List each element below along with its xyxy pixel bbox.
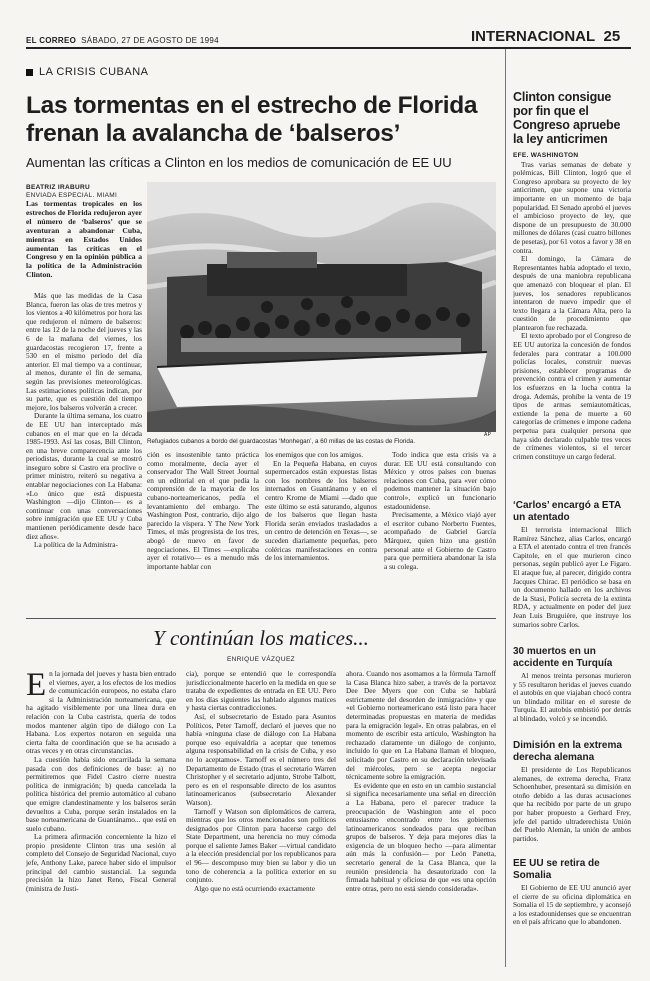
opinion-column-3 — [346, 670, 496, 962]
square-bullet-icon — [26, 69, 33, 76]
paragraph: La política de la Administra- — [34, 540, 118, 550]
paragraph: Precisamente, a México viajó ayer el escritor cubano Norberto Fuentes, acompañado de Gabriel García Márquez, quien hizo una gestión personal ante el Gobierno de Castro para que permitiera abandonar la isla a su colega. — [384, 510, 496, 571]
paragraph: ción es insostenible tanto práctica como moralmente, decía ayer el conservador The Wall Street Journal en un editorial en el que pedía la comprensión de la mayoría de los cubano-norteamericanos, pedía el levantamiento del embargo. The Washington Post, contrario, dijo algo parecido la víspera. Y The New York Times, el más progresista de los tres, abogó de nuevo en favor de negociaciones. El Times —explicaba ayer el rotativo— es a menudo más importante hablar con — [147, 451, 259, 571]
newspaper-name: EL CORREO — [26, 36, 77, 45]
sidebar-headline-3: 30 muertos en un accidente en Turquía — [513, 646, 613, 669]
opinion-top-rule — [26, 618, 496, 619]
opinion-column-2 — [186, 670, 336, 962]
news-photo — [147, 182, 496, 432]
photo-coast-guard-boat — [147, 182, 496, 432]
opinion-author: ENRIQUE VÁZQUEZ — [226, 656, 296, 663]
paragraph: los enemigos que con los amigos. — [265, 451, 364, 459]
paragraph: El domingo, la Cámara de Representantes había adoptado el texto, después de una maniobra republicana que amenazó con bloquear el plan. El jueves, los senadores republicanos intentaron de nuevo impedir que el texto llegara a la Cámara Alta, pero la cuestión de procedimiento que plantearon fue rechazada. — [513, 254, 631, 332]
section-tag-label: LA CRISIS CUBANA — [39, 66, 149, 78]
paragraph: Así, el subsecretario de Estado para Asuntos Políticos, Peter Tarnoff, declaró el jueves que no había «ninguna clase de diálogo con La Habana porque eso equivaldría a aceptar que tenemos alguna responsabilidad en la crisis de Cuba, y eso no lo aceptamos». Tarnoff es el número tres del Departamento de Estado (tras el secretario Warren Christopher y el secretario adjunto, Strobe Talbott, pero es en el responsable directo de los asuntos latinoamericanos (subsecretario Alexander Watson). — [186, 711, 336, 807]
author-name: BEATRIZ IRABURU — [26, 184, 90, 191]
sidebar-headline-4: Dimisión en la extrema derecha alemana — [513, 740, 622, 763]
paragraph: El presidente de Los Republicanos alemanes, de extrema derecha, Franz Schoenhuber, presentará su dimisión en otoño debido a las duras acusaciones que ha recibido por parte de un grupo por haber propuesto a Gerhard Frey, jefe del partido ultraderechista Unión del Pueblo Alemán, la unión de ambos partidos. — [513, 766, 631, 843]
paragraph: Al menos treinta personas murieron y 55 resultaron heridas el jueves cuando el autobús en que viajaban chocó contra un blindado militar en el sureste de Turquía. El autobús embistió por detrás al blindado, volcó y se incendió. — [513, 672, 631, 723]
photo-caption: Refugiados cubanos a bordo del guardacostas ‘Monhegan’, a 60 millas de las costas de Florida. — [147, 438, 416, 445]
sidebar-story-3 — [513, 672, 631, 734]
paragraph: cia), porque se entendió que le correspondía jurisdiccionalmente hacerlo en la medida en que se trataba de expedientes de entrada en EE UU. Pero en los días siguientes las hablado algunos matices y hasta ciertas contradicciones. — [186, 670, 336, 713]
article-column-3 — [265, 451, 377, 614]
paragraph: La cuestión había sido encarrilada la semana pasada con dos definiciones de base: a) no permitiremos que Fidel Castro cierre nuestra política de inmigración; b) queda cancelada la política histórica del premio automático al cubano que emigre clandestinamente y los balseros serán devueltos a Cuba, porque serán instalados en la base norteamericana de Guantánamo... que está en suelo cubano. — [26, 754, 176, 833]
main-headline: Las tormentas en el estrecho de Florida frenan la avalancha de ‘balseros’ — [26, 92, 478, 147]
main-subheadline: Aumentan las críticas a Clinton en los medios de comunicación de EE UU — [26, 155, 452, 170]
issue-date: SÁBADO, 27 DE AGOSTO DE 1994 — [81, 36, 219, 45]
opinion-column-1 — [26, 670, 176, 962]
article-column-4 — [384, 451, 496, 614]
sidebar-story-4 — [513, 766, 631, 846]
paragraph: El Gobierno de EE UU anunció ayer el cierre de su oficina diplomática en Somalia el 15 de septiembre, y aconsejó a los estadounidenses que se encuentran en el país africano que lo abandonen. — [513, 884, 631, 927]
sidebar-story-5 — [513, 884, 631, 964]
photo-credit: AP — [484, 432, 492, 438]
paragraph: El texto aprobado por el Congreso de EE UU autoriza la concesión de fondos federales para contratar a 100.000 policías locales, construir nuevas prisiones, establecer programas de prevención contra el crimen y aumentar los esfuerzos en la lucha contra la droga. Además, prohíbe la venta de 19 tipos de armas semiautomáticas, extiende la pena de muerte a 60 categorías de crímenes e impone cadena perpetua para cualquier persona que haya sido declarado culpable tres veces de crímenes violentos, si el tercer crimen constituye un cargo federal. — [513, 331, 631, 461]
header-rule — [26, 47, 631, 49]
opinion-title: Y continúan los matices... — [153, 626, 369, 650]
section-tag — [26, 66, 148, 78]
dateline: EFE. WASHINGTON — [513, 152, 579, 159]
paragraph: n la jornada del jueves y hasta bien entrado el viernes, ayer, a los efectos de los medios de comunicación europeos, no estaba claro si la Administración norteamericana, que ha agitado visiblemente por una línea dura en relación con la Cuba castrista, quería de todos modos mantener algún tipo de diálogo con La Habana. Los expertos notaron en seguida una cierta falta de coordinación que se ha acusado a otras veces y en otras circunstancias. — [26, 670, 176, 756]
paragraph: Durante la última semana, los cuatro de EE UU han interceptado más cubanos en el mar que en la década 1985-1993. Así las cosas, Bill Clinton, en una breve comparecencia ante los periodistas, durante la cual se mostró inseguro sobre si Castro era proclive o primer ministro, reiteró su negativa a entablar negociaciones con La Habana: «Lo único que está dispuesta Washington —dijo Clinton— es a continuar con unas conversaciones sobre inmigración que EE UU y Cuba mantienen periódicamente desde hace diez años». — [26, 411, 142, 541]
sidebar-story-2 — [513, 526, 631, 644]
sidebar-divider — [505, 49, 506, 967]
lead-paragraph: Las tormentas tropicales en los estrechos de Florida redujeron ayer el número de ‘balseros’ que se aventuran a abandonar Cuba, mientras en Estados Unidos aumentan las críticas en el Congreso y en la opinión pública a la política de la Administración Clinton. — [26, 199, 142, 280]
paragraph: Tarnoff y Watson son diplomáticos de carrera, mientras que los otros mencionados son políticos designados por Clinton para hacerse cargo del State Department, una herencia no muy cómoda porque el saliente James Baker —virtual candidato a la elección presidencial por los republicanos para el 96— descompuso muy bien su labor y dio un tono de coherencia a la política exterior en su conjunto. — [186, 806, 336, 885]
paragraph: Algo que no está ocurriendo exactamente — [194, 883, 315, 893]
paragraph: Todo indica que esta crisis va a durar. EE UU está consultando con México y otros países con buenas relaciones con Cuba, para «ver cómo podemos mantener la situación bajo control», explicó un funcionario estadounidense. — [384, 451, 496, 511]
paragraph: ahora. Cuando nos asomamos a la fórmula Tarnoff la Casa Blanca hizo saber, a través de la portavoz Dee Dee Myers que con Cuba se hablará estrictamente del desorden de inmigración» y que «el Gobierno norteamericano está listo para hacer determinadas propuestas en materia de medidas para la emigración legal». En otras palabras, en el momento de escribir esta artículo, Washington ha rechazado claramente un diálogo de conjunto, incluido lo que en La Habana llaman el bloqueo, solicitado por Castro en su declaración televisada del miércoles, pero se acepta negociar técnicamente sobre la emigración. — [346, 670, 496, 782]
paragraph: La primera afirmación concerniente la hizo el propio presidente Clinton tras una sesión al completo del Consejo de Seguridad Nacional, cuyo jefe, Anthony Lake, parece haber sido el impulsor principal del cambio sustancial. La segunda precisión la hizo Janet Reno, Fiscal General (ministra de Justi- — [26, 832, 176, 893]
sidebar-headline-1: Clinton consigue por fin que el Congreso apruebe la ley anticrimen — [513, 90, 621, 146]
section-name: INTERNACIONAL — [471, 28, 596, 45]
paragraph: En la Pequeña Habana, en cuyos supermercados están expuestas listas con los nombres de los balseros internados en Guantánamo y en el centro Krome de Miami —dado que este último se está saturando, algunos de los balseros que llegan hasta Florida serán enviados trasladados a un centro de detención en Texas—, se suceden diariamente pequeñas, pero coléricas manifestaciones en contra de los internamientos. — [265, 458, 377, 563]
sidebar-headline-5: EE UU se retira de Somalia — [513, 858, 600, 881]
page-header-info — [26, 36, 219, 45]
article-column-2 — [147, 451, 259, 614]
article-column-1 — [26, 292, 142, 614]
author-role: ENVIADA ESPECIAL. MIAMI — [26, 192, 118, 199]
sidebar-headline-2: ‘Carlos’ encargó a ETA un atentado — [513, 500, 621, 523]
drop-cap: E — [26, 670, 47, 703]
section-header — [471, 28, 620, 45]
paragraph: Tras varias semanas de debate y polémicas, Bill Clinton, logró que el Congreso aprobara su proyecto de ley anticrimen, que supone una victoria importante en un momento de baja popularidad. El Senado aprobó el jueves el ambicioso proyecto de ley, que dispone de un presupuesto de 30.000 millones de dólares (casi cuatro billones de pesetas), por 61 votos a favor y 38 en contra. — [513, 159, 631, 255]
paragraph: El terrorista internacional Illich Ramírez Sánchez, alias Carlos, encargó a ETA el atentado contra el tren francés Capitole, en el que murieron cinco personas, según publicó ayer Le Figaro. El ataque fue, al parecer, dirigido contra Jacques Chirac. El periódico se basa en un documento hallado en los archivos de la Stasi, Policía secreta de la extinta RDA, y actualmente en poder del juez Jean Luis Bruguière, que instruye los sumarios sobre Carlos. — [513, 526, 631, 629]
paragraph: Más que las medidas de la Casa Blanca, fueron las olas de tres metros y los vientos a 40 kilómetros por hora las que redujeron el número de balseros: entre las 12 de la noche del jueves y las 6 de la mañana del viernes, los guardacostas recogieron 17, frente a 530 en el mismo período del día anterior. El mal tiempo va a continuar, al menos, durante el fin de semana, según las previsiones meteorológicas. Las estimaciones políticas indican, por su parte, que es cuestión del tiempo mejore, los balseros volverán a crecer. — [26, 292, 142, 412]
paragraph: Es evidente que en esto en un cambio sustancial si significa necesariamente una señal en dirección a La Habana, pero el parecer traduce la preocupación de Washington ante el poco entusiasmo encontrado entre los gobiernos latinoamericanos sondeados para que reciban grupos de balseros. Y deja para mejores días la exigencia de un bloqueo hecho —para alimentar aún más la confusión— por León Panetta, secretario general de la Casa Blanca, que la reunión presidencia ha desautorizado con la firmada habitual y oficiosa de que «es una opción entre otras, pero no está siendo considerada». — [346, 780, 496, 893]
page-number: 25 — [603, 28, 621, 45]
sidebar-story-1 — [513, 152, 631, 498]
